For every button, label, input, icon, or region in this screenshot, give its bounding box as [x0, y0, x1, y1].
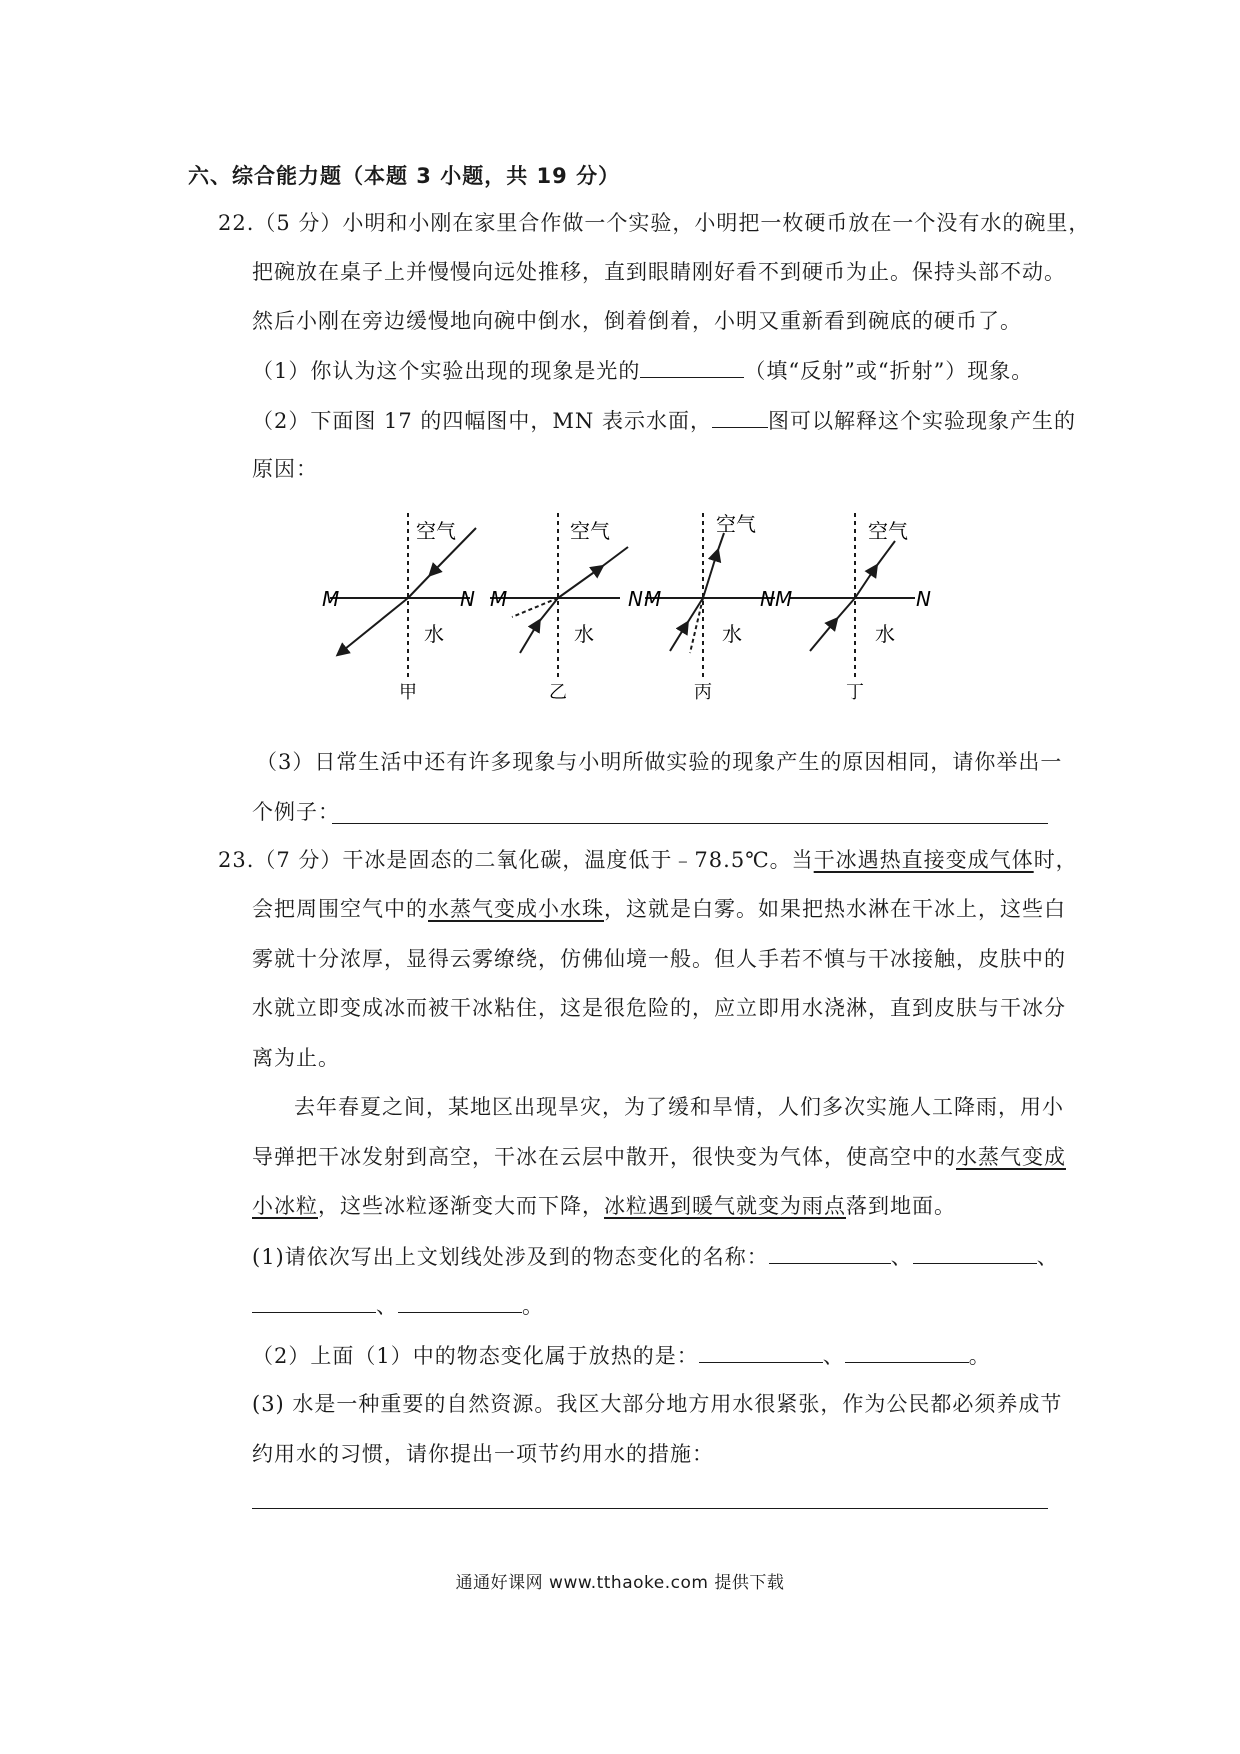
caption-ding: 丁: [846, 682, 864, 703]
q23-line-8-end: 落到地面。: [846, 1194, 956, 1218]
q22-part-2: [252, 405, 1076, 436]
q22-part-1-suffix: （填“反射”或“折射”）现象。: [744, 359, 1034, 383]
q23-line-3: 雾就十分浓厚，显得云雾缭绕，仿佛仙境一般。但人手若不慎与干冰接触，皮肤中的: [252, 947, 1066, 971]
q23-blank-4[interactable]: [398, 1290, 522, 1313]
q23-line-2-text: 会把周围空气中的: [252, 897, 428, 921]
q23-blank-3[interactable]: [252, 1290, 376, 1313]
q22-line-1: 22.（5 分）小明和小刚在家里合作做一个实验，小明把一枚硬币放在一个没有水的碗里，: [218, 211, 1091, 235]
air-label-ding: 空气: [868, 519, 908, 543]
q23-line-2-end: ，这就是白雾。如果把热水淋在干冰上，这些白: [604, 897, 1066, 921]
diagram-ding: [760, 513, 931, 703]
page-footer: 通通好课网 www.tthaoke.com 提供下载: [455, 1573, 785, 1593]
q22-answer-line-3[interactable]: [332, 823, 1048, 824]
q23-line-1-end: 时，: [1033, 848, 1078, 872]
q23-line-1: [218, 845, 1078, 875]
q22-part-2-suffix: 图可以解释这个实验现象产生的: [767, 409, 1076, 433]
n-label-bing: N: [760, 587, 775, 611]
q23-period: 。: [522, 1294, 544, 1318]
q22-part-3-line-1: （3）日常生活中还有许多现象与小明所做实验的现象产生的原因相同，请你举出一: [256, 750, 1063, 774]
q23-line-2: [252, 894, 1066, 924]
n-label-jia: N: [460, 587, 475, 611]
m-label-bing: M: [644, 587, 662, 611]
q23-blank-6[interactable]: [845, 1340, 969, 1363]
q22-part-2-line-2: 原因：: [252, 457, 318, 481]
m-label-jia: M: [322, 587, 340, 611]
q23-part-1: [252, 1241, 1059, 1272]
caption-jia: 甲: [399, 682, 417, 703]
caption-bing: 丙: [694, 682, 712, 703]
q22-part-3-line-2: 个例子：: [252, 800, 340, 824]
q22-part-1-text: （1）你认为这个实验出现的现象是光的: [252, 359, 641, 383]
q23-part-1-line-2: [252, 1290, 544, 1321]
q23-blank-1[interactable]: [769, 1241, 891, 1264]
m-label-ding: M: [775, 587, 793, 611]
q22-line-3: 然后小刚在旁边缓慢地向碗中倒水，倒着倒着，小明又重新看到碗底的硬币了。: [252, 309, 1022, 333]
m-label-yi: M: [490, 587, 508, 611]
q23-underlined-2: 水蒸气变成小水珠: [428, 897, 604, 921]
diagram-yi: [490, 513, 628, 703]
figure-17-refraction-diagrams: [320, 503, 1020, 703]
q23-answer-line[interactable]: [252, 1508, 1048, 1509]
q23-line-8: [252, 1191, 956, 1221]
diagram-bing: [628, 512, 775, 703]
diagram-jia: [322, 513, 476, 703]
q23-line-8-text: ，这些冰粒逐渐变大而下降，: [318, 1194, 604, 1218]
q22-answer-blank-2[interactable]: [712, 405, 768, 428]
n-label-yi: N: [628, 587, 643, 611]
q23-period: 。: [968, 1344, 991, 1368]
q23-line-7: [252, 1142, 1066, 1172]
q23-separator: 、: [376, 1294, 398, 1318]
water-label-jia: 水: [424, 622, 444, 646]
q23-line-5: 离为止。: [252, 1046, 340, 1070]
q23-separator: 、: [822, 1344, 845, 1368]
n-label-ding: N: [916, 587, 931, 611]
refraction-diagrams-svg: [320, 503, 1020, 703]
q22-part-2-text: （2）下面图 17 的四幅图中，MN 表示水面，: [252, 409, 712, 433]
air-label-bing: 空气: [716, 512, 756, 536]
q23-line-4: 水就立即变成冰而被干冰粘住，这是很危险的，应立即用水浇淋，直到皮肤与干冰分: [252, 996, 1066, 1020]
air-label-jia: 空气: [416, 519, 456, 543]
q23-part-1-text: (1)请依次写出上文划线处涉及到的物态变化的名称：: [252, 1245, 769, 1269]
caption-yi: 乙: [549, 682, 567, 703]
q23-underlined-1: 干冰遇热直接变成气体: [813, 848, 1034, 872]
q22-answer-blank-1[interactable]: [640, 355, 744, 378]
water-label-yi: 水: [574, 622, 594, 646]
section-title: 六、综合能力题（本题 3 小题，共 19 分）: [188, 164, 621, 188]
q23-blank-5[interactable]: [699, 1340, 823, 1363]
air-label-yi: 空气: [570, 519, 610, 543]
q23-part-3-line-2: 约用水的习惯，请你提出一项节约用水的措施：: [252, 1442, 714, 1466]
q23-line-6: 去年春夏之间，某地区出现旱灾，为了缓和旱情，人们多次实施人工降雨，用小: [294, 1095, 1064, 1119]
q22-part-1: [252, 355, 1033, 386]
q23-part-2-text: （2）上面（1）中的物态变化属于放热的是：: [252, 1344, 699, 1368]
water-label-bing: 水: [722, 622, 742, 646]
q23-underlined-3b: 小冰粒: [252, 1194, 318, 1218]
q23-underlined-3a: 水蒸气变成: [956, 1145, 1066, 1169]
q23-part-3-line-1: (3) 水是一种重要的自然资源。我区大部分地方用水很紧张，作为公民都必须养成节: [252, 1392, 1063, 1416]
q23-underlined-4: 冰粒遇到暖气就变为雨点: [604, 1194, 846, 1218]
water-label-ding: 水: [875, 622, 895, 646]
q23-separator: 、: [1036, 1245, 1059, 1269]
q23-line-1-text: 23.（7 分）干冰是固态的二氧化碳，温度低于﹣78.5℃。当: [218, 848, 814, 872]
q23-part-2: [252, 1340, 991, 1371]
q23-separator: 、: [890, 1245, 913, 1269]
q23-line-7-text: 导弹把干冰发射到高空，干冰在云层中散开，很快变为气体，使高空中的: [252, 1145, 956, 1169]
q22-line-2: 把碗放在桌子上并慢慢向远处推移，直到眼睛刚好看不到硬币为止。保持头部不动。: [252, 260, 1066, 284]
q23-blank-2[interactable]: [913, 1241, 1037, 1264]
